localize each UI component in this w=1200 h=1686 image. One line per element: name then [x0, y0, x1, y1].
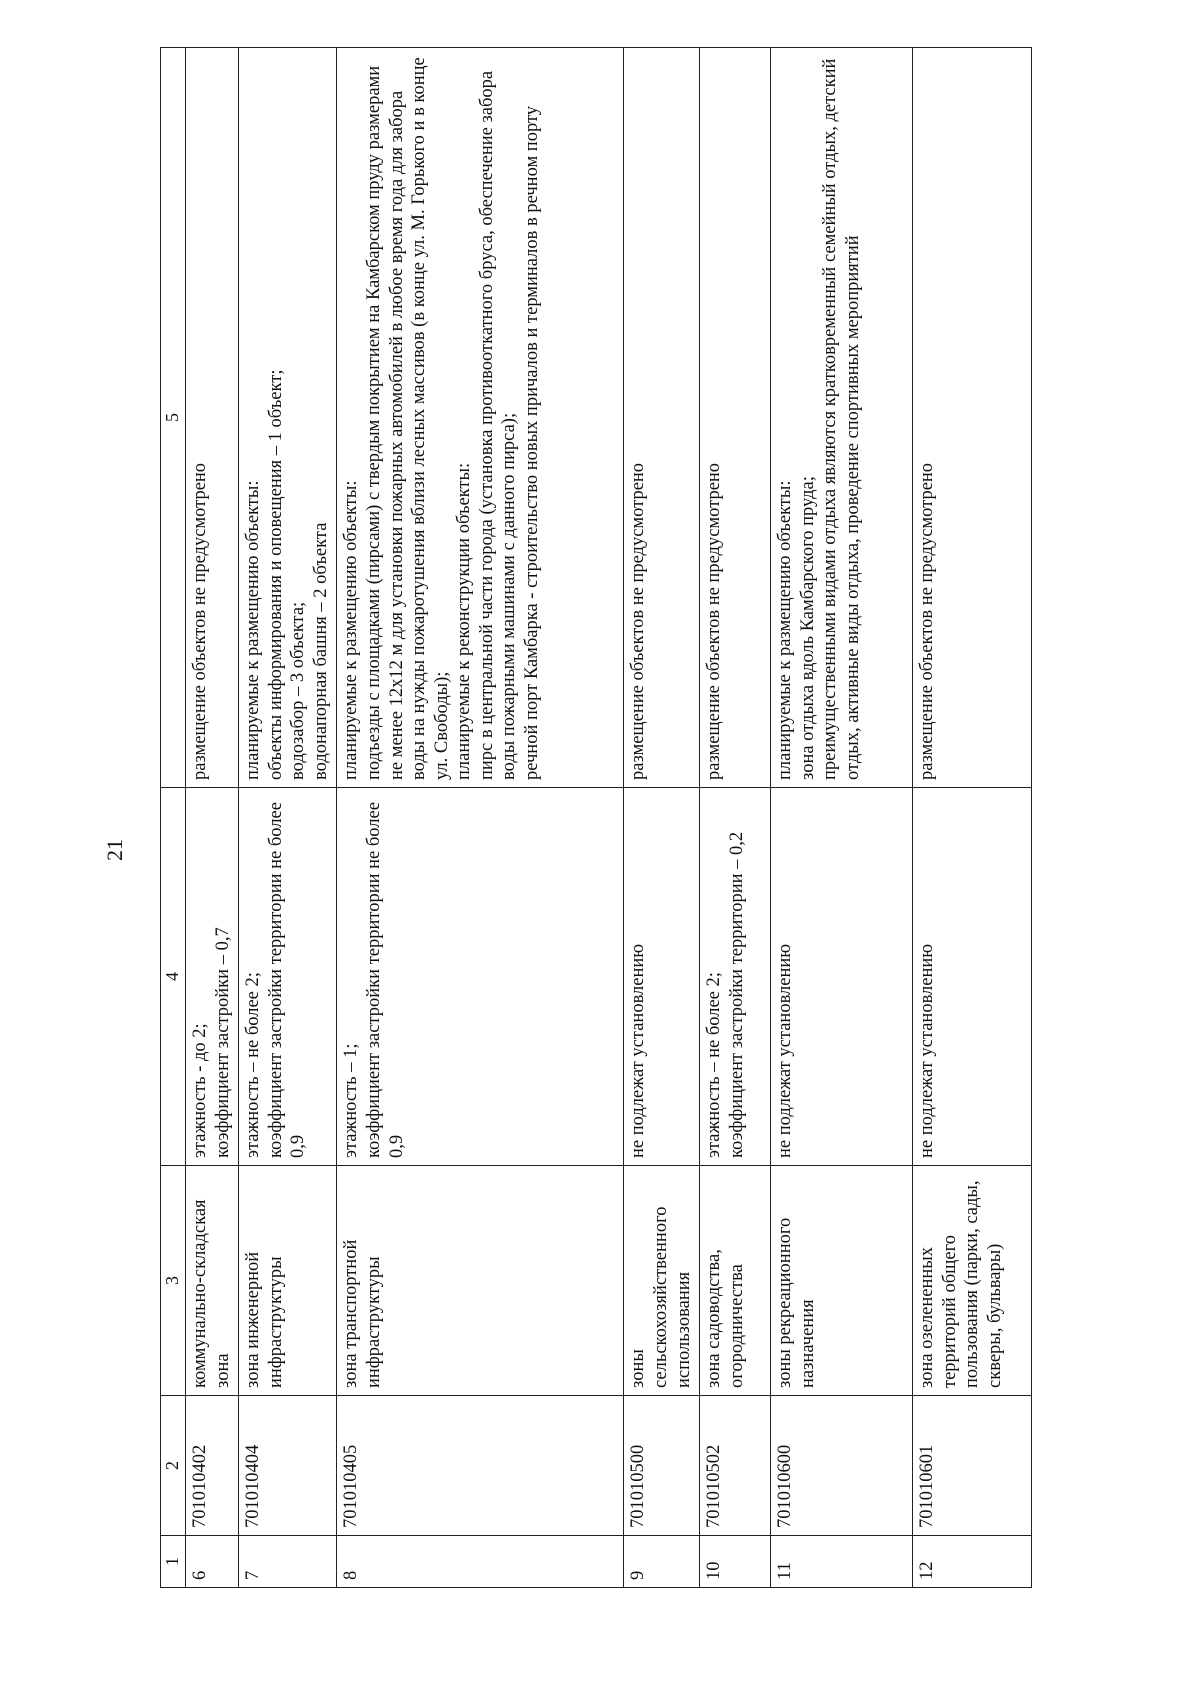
objects-line: планируемые к реконструкции объекты:	[454, 462, 475, 780]
zone-name: зоны сельскохозяйственного использования	[624, 1166, 700, 1396]
zone-parameters	[337, 788, 624, 1166]
parameter-line: этажность – не более 2;	[243, 972, 264, 1158]
zone-code: 701010600	[771, 1396, 913, 1536]
planned-objects	[700, 48, 771, 788]
parameter-line: этажность – не более 2;	[704, 972, 725, 1158]
table-row	[771, 48, 913, 1588]
zone-code: 701010500	[624, 1396, 700, 1536]
parameter-line: не подлежат установлению	[917, 943, 938, 1158]
objects-line: объекты информирования и оповещения – 1 объект;	[265, 369, 286, 780]
objects-line: водонапорная башня – 2 объекта	[310, 522, 331, 780]
table-row	[913, 48, 1032, 1588]
zone-name: зона садоводства, огородничества	[700, 1166, 771, 1396]
table-row	[186, 48, 239, 1588]
zone-name: зона озелененных территорий общего пользования (парки, сады, скверы, бульвары)	[913, 1166, 1032, 1396]
zone-name: зона транспортной инфраструктуры	[337, 1166, 624, 1396]
objects-line: планируемые к размещению объекты:	[243, 480, 264, 780]
objects-line: размещение объектов не предусмотрено	[190, 462, 210, 780]
objects-line: преимущественными видами отдыха являются кратковременный семейный отдых, детский отдых, активные виды отдыха, проведение спортивных мероприятий	[820, 58, 863, 780]
planned-objects	[186, 48, 239, 788]
page-number: 21	[102, 839, 127, 861]
zone-name: зона инженерной инфраструктуры	[239, 1166, 337, 1396]
objects-line: подъезды с площадками (пирсами) с твердым покрытием на Камбарском пруду размерами не менее 12х12 м для установки пожарных автомобилей в любое время года для забора воды на нужды пожаротушения вблизи лесных массивов (в конце ул. М. Горького и в конце ул. Свободы);	[363, 57, 452, 780]
table-row	[624, 48, 700, 1588]
table-row	[700, 48, 771, 1588]
objects-line: размещение объектов не предусмотрено	[628, 462, 649, 780]
zone-code: 701010601	[913, 1396, 1032, 1536]
row-number: 9	[624, 1536, 700, 1588]
zones-table	[160, 47, 1032, 1588]
zone-parameters	[624, 788, 700, 1166]
planned-objects	[771, 48, 913, 788]
row-number: 12	[913, 1536, 1032, 1588]
parameter-line: коэффициент застройки территории не более 0,9	[265, 802, 309, 1158]
column-number-row	[161, 48, 186, 1588]
zone-code: 701010404	[239, 1396, 337, 1536]
zone-code: 701010405	[337, 1396, 624, 1536]
parameter-line: не подлежат установлению	[628, 943, 649, 1158]
table-row	[239, 48, 337, 1588]
objects-line: планируемые к размещению объекты:	[341, 480, 362, 780]
zone-name: коммунально-складская зона	[186, 1166, 239, 1396]
objects-line: водозабор – 3 объекта;	[288, 601, 309, 780]
row-number: 11	[771, 1536, 913, 1588]
row-number: 7	[239, 1536, 337, 1588]
row-number: 8	[337, 1536, 624, 1588]
row-number: 10	[700, 1536, 771, 1588]
parameter-line: этажность – 1;	[341, 1043, 362, 1158]
parameter-line: не подлежат установлению	[775, 943, 796, 1158]
zone-parameters	[700, 788, 771, 1166]
planned-objects	[913, 48, 1032, 788]
zone-name: зоны рекреационного назначения	[771, 1166, 913, 1396]
objects-line: речной порт Камбарка - строительство новых причалов и терминалов в речном порту	[521, 105, 542, 780]
rotated-table-container	[160, 48, 1200, 1588]
column-header: 1	[161, 1536, 186, 1588]
parameter-line: коэффициент застройки территории не более 0,9	[363, 802, 407, 1158]
zone-parameters	[186, 788, 239, 1166]
zone-parameters	[913, 788, 1032, 1166]
column-header: 2	[161, 1396, 186, 1536]
parameter-line: этажность - до 2;	[190, 1023, 210, 1158]
parameter-line: коэффициент застройки территории – 0,2	[726, 831, 747, 1158]
row-number: 6	[186, 1536, 239, 1588]
objects-line: пирс в центральной части города (установка противооткатного бруса, обеспечение забора воды пожарными машинами с данного пирса);	[476, 70, 520, 780]
parameter-line: коэффициент застройки – 0,7	[212, 927, 233, 1158]
planned-objects	[624, 48, 700, 788]
objects-line: зона отдыха вдоль Камбарского пруда;	[797, 476, 818, 780]
planned-objects	[337, 48, 624, 788]
column-header: 5	[161, 48, 186, 788]
zone-code: 701010502	[700, 1396, 771, 1536]
zone-parameters	[771, 788, 913, 1166]
objects-line: размещение объектов не предусмотрено	[704, 462, 725, 780]
table-row	[337, 48, 624, 1588]
planned-objects	[239, 48, 337, 788]
objects-line: планируемые к размещению объекты:	[775, 480, 796, 780]
objects-line: размещение объектов не предусмотрено	[917, 462, 938, 780]
column-header: 4	[161, 788, 186, 1166]
column-header: 3	[161, 1166, 186, 1396]
zone-code: 701010402	[186, 1396, 239, 1536]
zone-parameters	[239, 788, 337, 1166]
